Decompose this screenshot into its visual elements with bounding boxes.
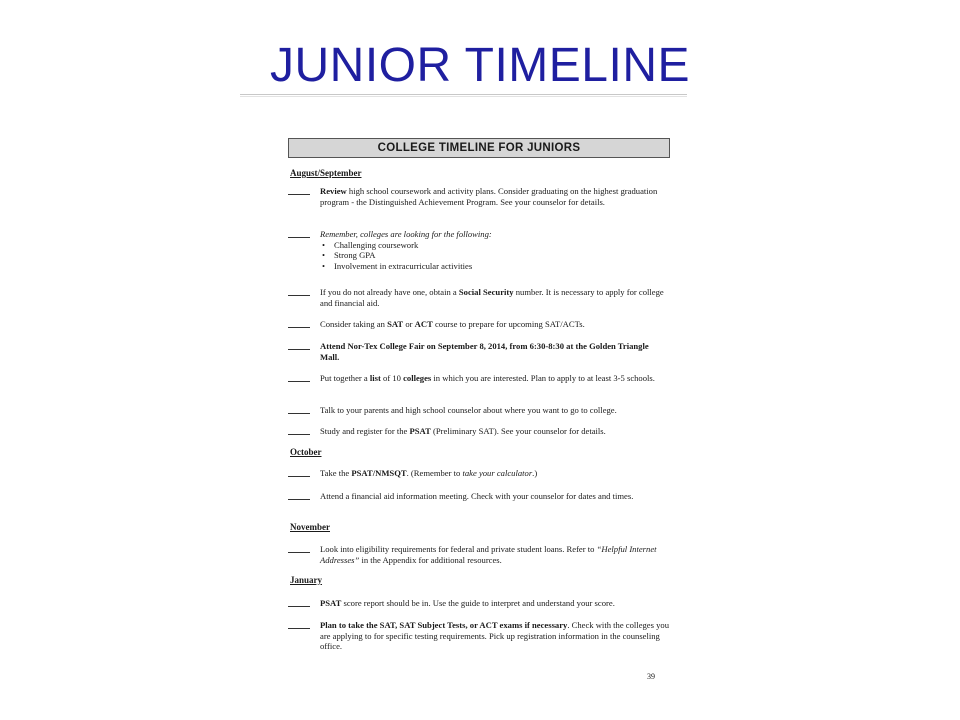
section-august-september: August/September: [290, 168, 362, 178]
item-text: Consider taking an SAT or ACT course to prepare for upcoming SAT/ACTs.: [320, 319, 585, 329]
list-item: • Involvement in extracurricular activities: [320, 261, 670, 272]
checkbox-blank: [288, 499, 310, 500]
checkbox-blank: [288, 413, 310, 414]
checkbox-blank: [288, 194, 310, 195]
page-number: 39: [647, 672, 655, 681]
item-text: If you do not already have one, obtain a Social Security number. It is necessary to apply for college and financial aid.: [320, 287, 664, 308]
item-text: Plan to take the SAT, SAT Subject Tests, or ACT exams if necessary. Check with the colleges you are applying to for specific testing requirements. Pick up registration information in the counseling office.: [320, 620, 669, 652]
item-text: Attend a financial aid information meeting. Check with your counselor for dates and times.: [320, 491, 634, 501]
title-divider: [240, 94, 687, 95]
checkbox-blank: [288, 628, 310, 629]
item-text: Attend Nor-Tex College Fair on September 8, 2014, from 6:30-8:30 at the Golden Triangle Mall.: [320, 341, 649, 362]
title-divider-shadow: [240, 96, 687, 97]
checkbox-blank: [288, 476, 310, 477]
item-text: Remember, colleges are looking for the following: • Challenging coursework • Strong GPA • Involvement in extracurricular activities: [320, 229, 670, 271]
checkbox-blank: [288, 552, 310, 553]
document-header: COLLEGE TIMELINE FOR JUNIORS: [288, 138, 670, 158]
section-january: January: [290, 575, 323, 585]
item-text: Talk to your parents and high school counselor about where you want to go to college.: [320, 405, 617, 415]
checkbox-blank: [288, 349, 310, 350]
item-text: Take the PSAT/NMSQT. (Remember to take your calculator.): [320, 468, 538, 478]
section-november: November: [290, 522, 330, 532]
scanned-document: [283, 130, 669, 690]
item-text: PSAT score report should be in. Use the guide to interpret and understand your score.: [320, 598, 615, 608]
checkbox-blank: [288, 327, 310, 328]
list-item: • Strong GPA: [320, 250, 670, 261]
checkbox-blank: [288, 381, 310, 382]
section-october: October: [290, 447, 322, 457]
checkbox-blank: [288, 295, 310, 296]
slide-title: JUNIOR TIMELINE: [270, 39, 690, 92]
checkbox-blank: [288, 606, 310, 607]
item-text: Look into eligibility requirements for federal and private student loans. Refer to “Helpful Internet Addresses” in the Appendix for additional resources.: [320, 544, 657, 565]
item-text: Study and register for the PSAT (Preliminary SAT). See your counselor for details.: [320, 426, 606, 436]
criteria-list: [320, 240, 670, 272]
checkbox-blank: [288, 434, 310, 435]
list-item: • Challenging coursework: [320, 240, 670, 251]
checkbox-blank: [288, 237, 310, 238]
item-text: Put together a list of 10 colleges in which you are interested. Plan to apply to at least 3-5 schools.: [320, 373, 655, 383]
item-text: Review high school coursework and activity plans. Consider graduating on the highest graduation program - the Distinguished Achievement Program. See your counselor for details.: [320, 186, 658, 207]
